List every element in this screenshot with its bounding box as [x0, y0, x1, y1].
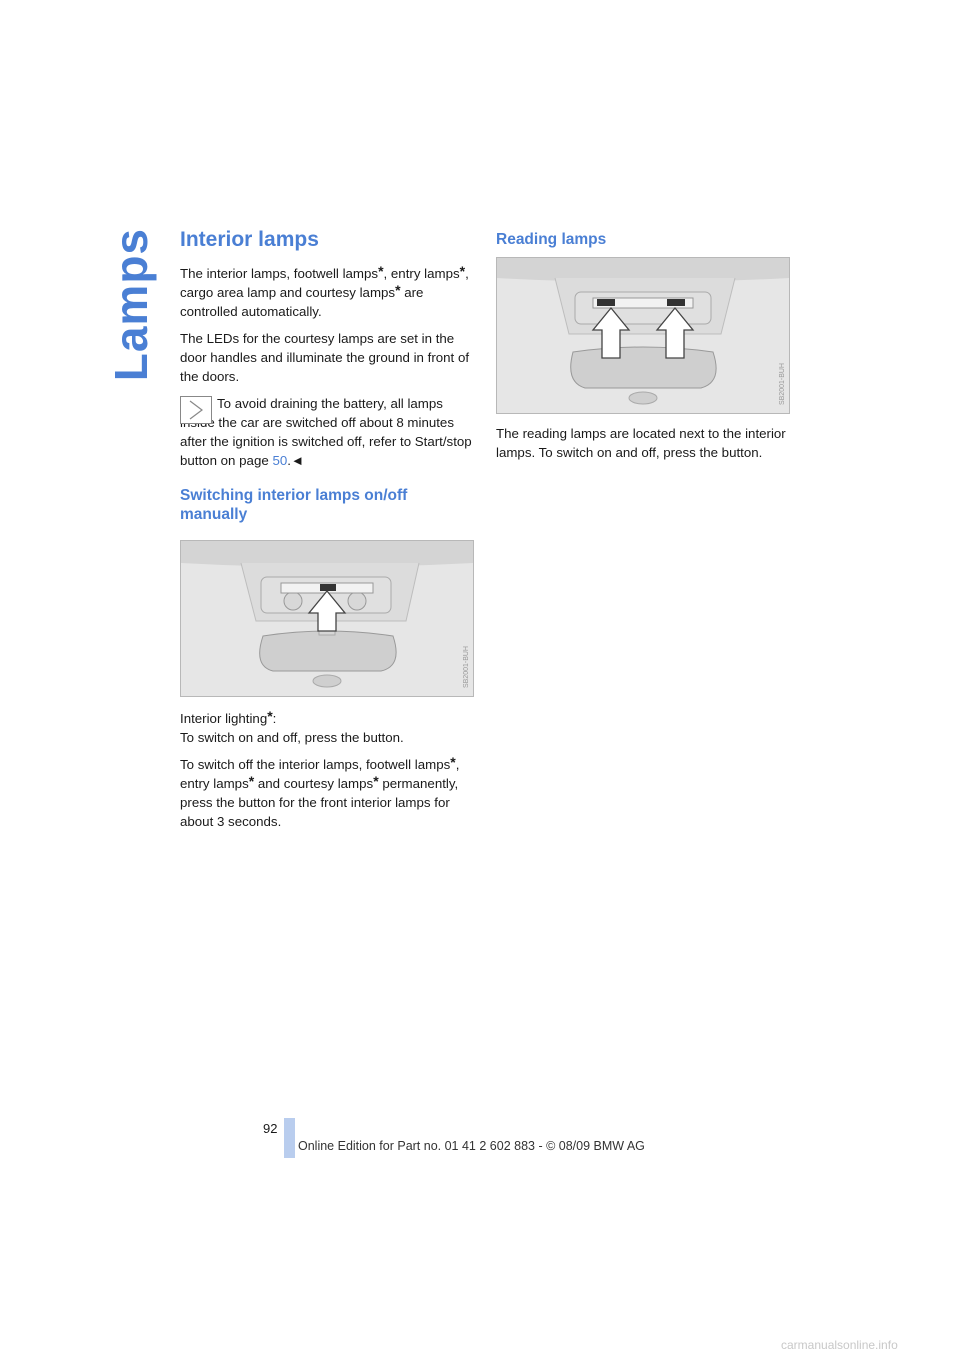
section-tab: Lamps [105, 228, 157, 382]
footer-accent-bar [284, 1118, 295, 1158]
page-number: 92 [263, 1121, 278, 1136]
left-column [180, 228, 474, 839]
interior-light-figure [180, 540, 474, 697]
paragraph-reading-lamps: The reading lamps are located next to the interior lamps. To switch on and off, press the button. [496, 426, 786, 460]
subsection-title-switching: Switching interior lamps on/off manually [180, 487, 408, 523]
battery-note: To avoid draining the battery, all lamps inside the car are switched off about 8 minutes after the ignition is switched off, refer to Start/stop button on page 50.◄ [180, 396, 472, 468]
paragraph-interior-lighting: Interior lighting*: To switch on and off, press the button. [180, 708, 404, 745]
watermark: carmanualsonline.info [781, 1338, 898, 1352]
section-title-reading-lamps: Reading lamps [496, 231, 607, 248]
footer-edition: Online Edition for Part no. 01 41 2 602 883 - © 08/09 BMW AG [298, 1139, 645, 1153]
paragraph-led: The LEDs for the courtesy lamps are set in the door handles and illuminate the ground in front of the doors. [180, 331, 470, 384]
right-column [496, 230, 790, 470]
figure-code: SB2001-BUH [463, 645, 470, 688]
reading-lamps-illustration [497, 258, 789, 413]
section-title-interior-lamps: Interior lamps [180, 228, 319, 251]
page-link[interactable]: 50 [272, 453, 288, 468]
paragraph-switch-off: To switch off the interior lamps, footwell lamps*, entry lamps* and courtesy lamps* permanently, press the button for the front interior lamps for about 3 seconds. [180, 754, 460, 829]
reading-lamps-figure [496, 257, 790, 414]
note-arrow-icon [180, 396, 212, 424]
figure-code: SB2001-BUH [779, 362, 786, 405]
overhead-console-illustration [181, 541, 473, 696]
paragraph-intro: The interior lamps, footwell lamps*, entry lamps*, cargo area lamp and courtesy lamps* are controlled automatically. [180, 263, 469, 319]
